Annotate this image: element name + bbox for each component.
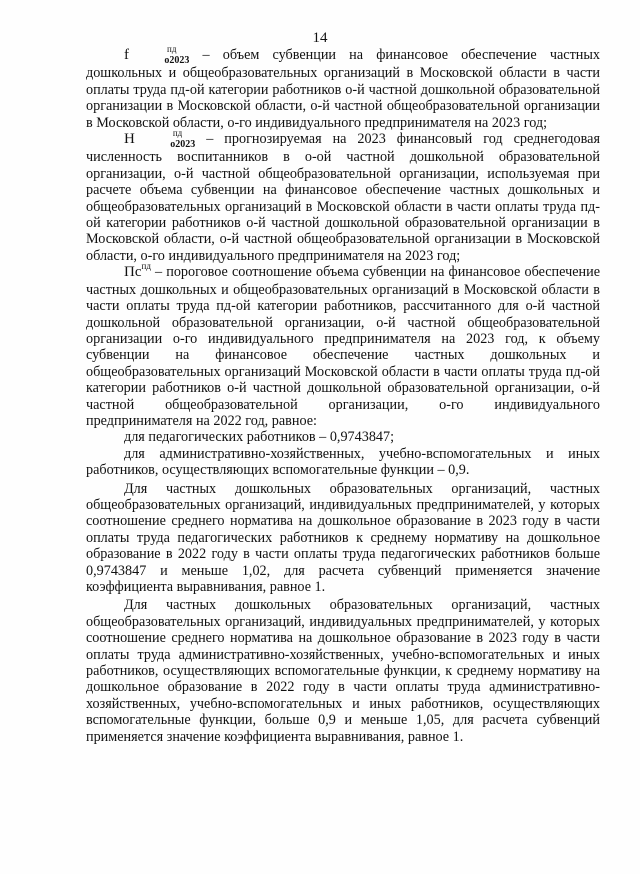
symbol-subscript: о2023 [164, 55, 190, 66]
symbol-superscript: пд [141, 261, 151, 272]
symbol-superscript: пд [167, 44, 177, 54]
formula-symbol [124, 261, 151, 281]
paragraph-administrative-coefficient: Для частных дошкольных образовательных организаций, частных общеобразовательных организаций, индивидуальных предпринимателей, у которых соотношение среднего норматива на дошкольное образование в 2023 году в части оплаты труда административно-хозяйственных, учебно-вспомогательных и иных работников, осуществляющих вспомогательные функции, к среднему нормативу на дошкольное образование в 2022 году в части оплаты труда административно-хозяйственных, учебно-вспомогательных и иных работников, осуществляющих вспомогательные функции, больше 0,9 и меньше 1,05, для расчета субвенций применяется значение коэффициента выравнивания, равное 1. [86, 597, 600, 745]
symbol-base: f [124, 47, 129, 63]
definition-n [86, 128, 600, 264]
symbol-subscript: о2023 [170, 139, 196, 151]
symbol-base: Пс [124, 264, 142, 281]
definition-ps [86, 261, 600, 429]
definition-text: – пороговое соотношение объема субвенции на финансовое обеспечение частных дошкольных и общеобразовательных организаций в Московской области в части оплаты труда пд-ой категории работников, рассчитанного для о-й частной дошкольной образовательной организации, о-й частной общеобразовательной организации о-го индивидуального предпринимателя на 2023 год, к объему субвенции на финансовое обеспечение частных дошкольных и общеобразовательных организаций Московской области в части оплаты труда пд-ой категории работников о-й частной дошкольной образовательной организации, о-й частной общеобразовательной организации, о-го индивидуального предпринимателя на 2022 год, равное: [86, 264, 600, 429]
list-item-pedagogical: для педагогических работников – 0,9743847; [124, 429, 395, 446]
definition-text: – объем субвенции на финансовое обеспечение частных дошкольных и общеобразовательных организаций в Московской области в части оплаты труда пд-ой категории работников о-й частной дошкольной образовательной организации в Московской области, о-й частной общеобразовательной организации в Московской области, о-го индивидуального предпринимателя на 2023 год; [86, 47, 600, 131]
formula-symbol [124, 128, 196, 151]
page-number: 14 [312, 30, 328, 46]
paragraph-pedagogical-coefficient: Для частных дошкольных образовательных организаций, частных общеобразовательных организаций, индивидуальных предпринимателей, у которых соотношение среднего норматива на дошкольное образование в 2023 году в части оплаты труда педагогических работников к среднему нормативу на дошкольное образование в 2022 году в части оплаты труда педагогических работников больше 0,9743847 и меньше 1,02, для расчета субвенций применяется значение коэффициента выравнивания, равное 1. [86, 480, 600, 595]
formula-symbol [124, 44, 190, 66]
document-body [86, 44, 600, 745]
symbol-superscript: пд [172, 128, 183, 139]
symbol-base: Н [124, 131, 135, 148]
definition-f [86, 44, 600, 131]
list-item-administrative: для административно-хозяйственных, учебно-вспомогательных и иных работников, осуществляющих вспомогательные функции – 0,9. [86, 445, 600, 479]
definition-text: – прогнозируемая на 2023 финансовый год среднегодовая численность воспитанников в о-ой частной дошкольной образовательной организации, о-й частной общеобразовательной организации, используемая при расчете объема субвенции на финансовое обеспечение частных дошкольных и общеобразовательных организаций в Московской области в части оплаты труда пд-ой категории работников о-й частной дошкольной образовательной организации в Московской области, о-й частной общеобразовательной организации в Московской области, о-го индивидуального предпринимателя на 2023 год; [86, 131, 600, 264]
